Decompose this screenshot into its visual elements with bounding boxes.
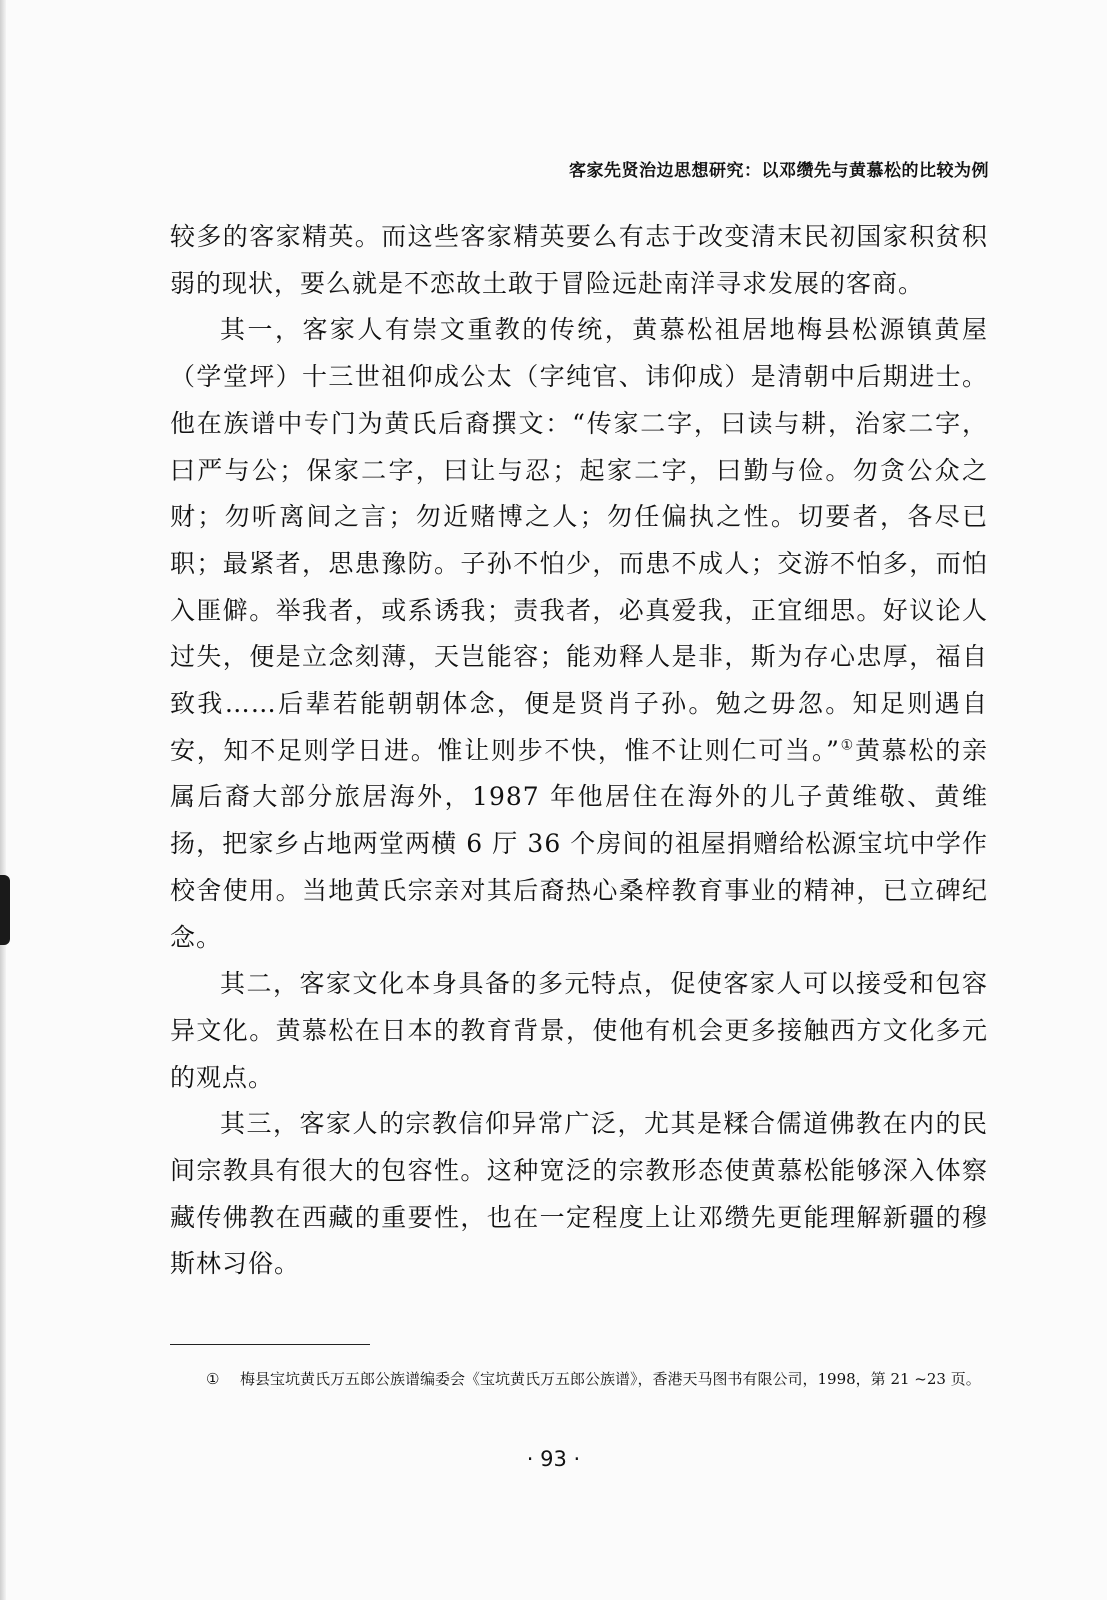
paragraph-point-one-continued: 黄慕松的亲属后裔大部分旅居海外，1987 年他居住在海外的儿子黄维敬、黄维扬，把家乡占地两堂两横 6 厅 36 个房间的祖屋捐赠给松源宝坑中学作校舍使用。当地黄氏宗亲对其后裔热心桑梓教育事业的精神，已立碑纪念。	[170, 735, 988, 952]
paragraph-point-one-text: 其一，客家人有崇文重教的传统，黄慕松祖居地梅县松源镇黄屋（学堂坪）十三世祖仰成公太（字纯官、讳仰成）是清朝中后期进士。他在族谱中专门为黄氏后裔撰文：“传家二字，曰读与耕，治家二字，曰严与公；保家二字，曰让与忍；起家二字，曰勤与俭。勿贪公众之财；勿听离间之言；勿近赌博之人；勿任偏执之性。切要者，各尽已职；最紧者，思患豫防。子孙不怕少，而患不成人；交游不怕多，而怕入匪僻。举我者，或系诱我；责我者，必真爱我，正宜细思。好议论人过失，便是立念刻薄，天岂能容；能劝释人是非，斯为存心忠厚，福自致我……后辈若能朝朝体念，便是贤肖子孙。勉之毋忽。知足则遇自安，知不足则学日进。惟让则步不快，惟不让则仁可当。”	[170, 315, 988, 765]
paragraph-point-three: 其三，客家人的宗教信仰异常广泛，尤其是糅合儒道佛教在内的民间宗教具有很大的包容性。这种宽泛的宗教形态使黄慕松能够深入体察藏传佛教在西藏的重要性，也在一定程度上让邓缵先更能理解新疆的穆斯林习俗。	[170, 1109, 988, 1279]
page-number: · 93 ·	[526, 1447, 581, 1471]
footnote	[206, 1364, 988, 1394]
paragraph-point-two: 其二，客家文化本身具备的多元特点，促使客家人可以接受和包容异文化。黄慕松在日本的教育背景，使他有机会更多接触西方文化多元的观点。	[170, 969, 988, 1092]
footnote-text: 梅县宝坑黄氏万五郎公族谱编委会《宝坑黄氏万五郎公族谱》，香港天马图书有限公司，1998，第 21 ~23 页。	[240, 1370, 981, 1388]
scan-edge-mark	[0, 875, 10, 945]
body-text	[170, 214, 988, 1288]
page-edge-shadow	[0, 0, 6, 1600]
running-header: 客家先贤治边思想研究：以邓缵先与黄慕松的比较为例	[569, 161, 989, 181]
footnote-divider	[170, 1344, 370, 1345]
footnote-marker: ①	[206, 1370, 220, 1388]
footnote-reference[interactable]: ①	[839, 737, 855, 754]
paragraph-continuation: 较多的客家精英。而这些客家精英要么有志于改变清末民初国家积贫积弱的现状，要么就是不恋故土敢于冒险远赴南洋寻求发展的客商。	[170, 222, 988, 298]
paragraph-point-one	[170, 307, 988, 961]
